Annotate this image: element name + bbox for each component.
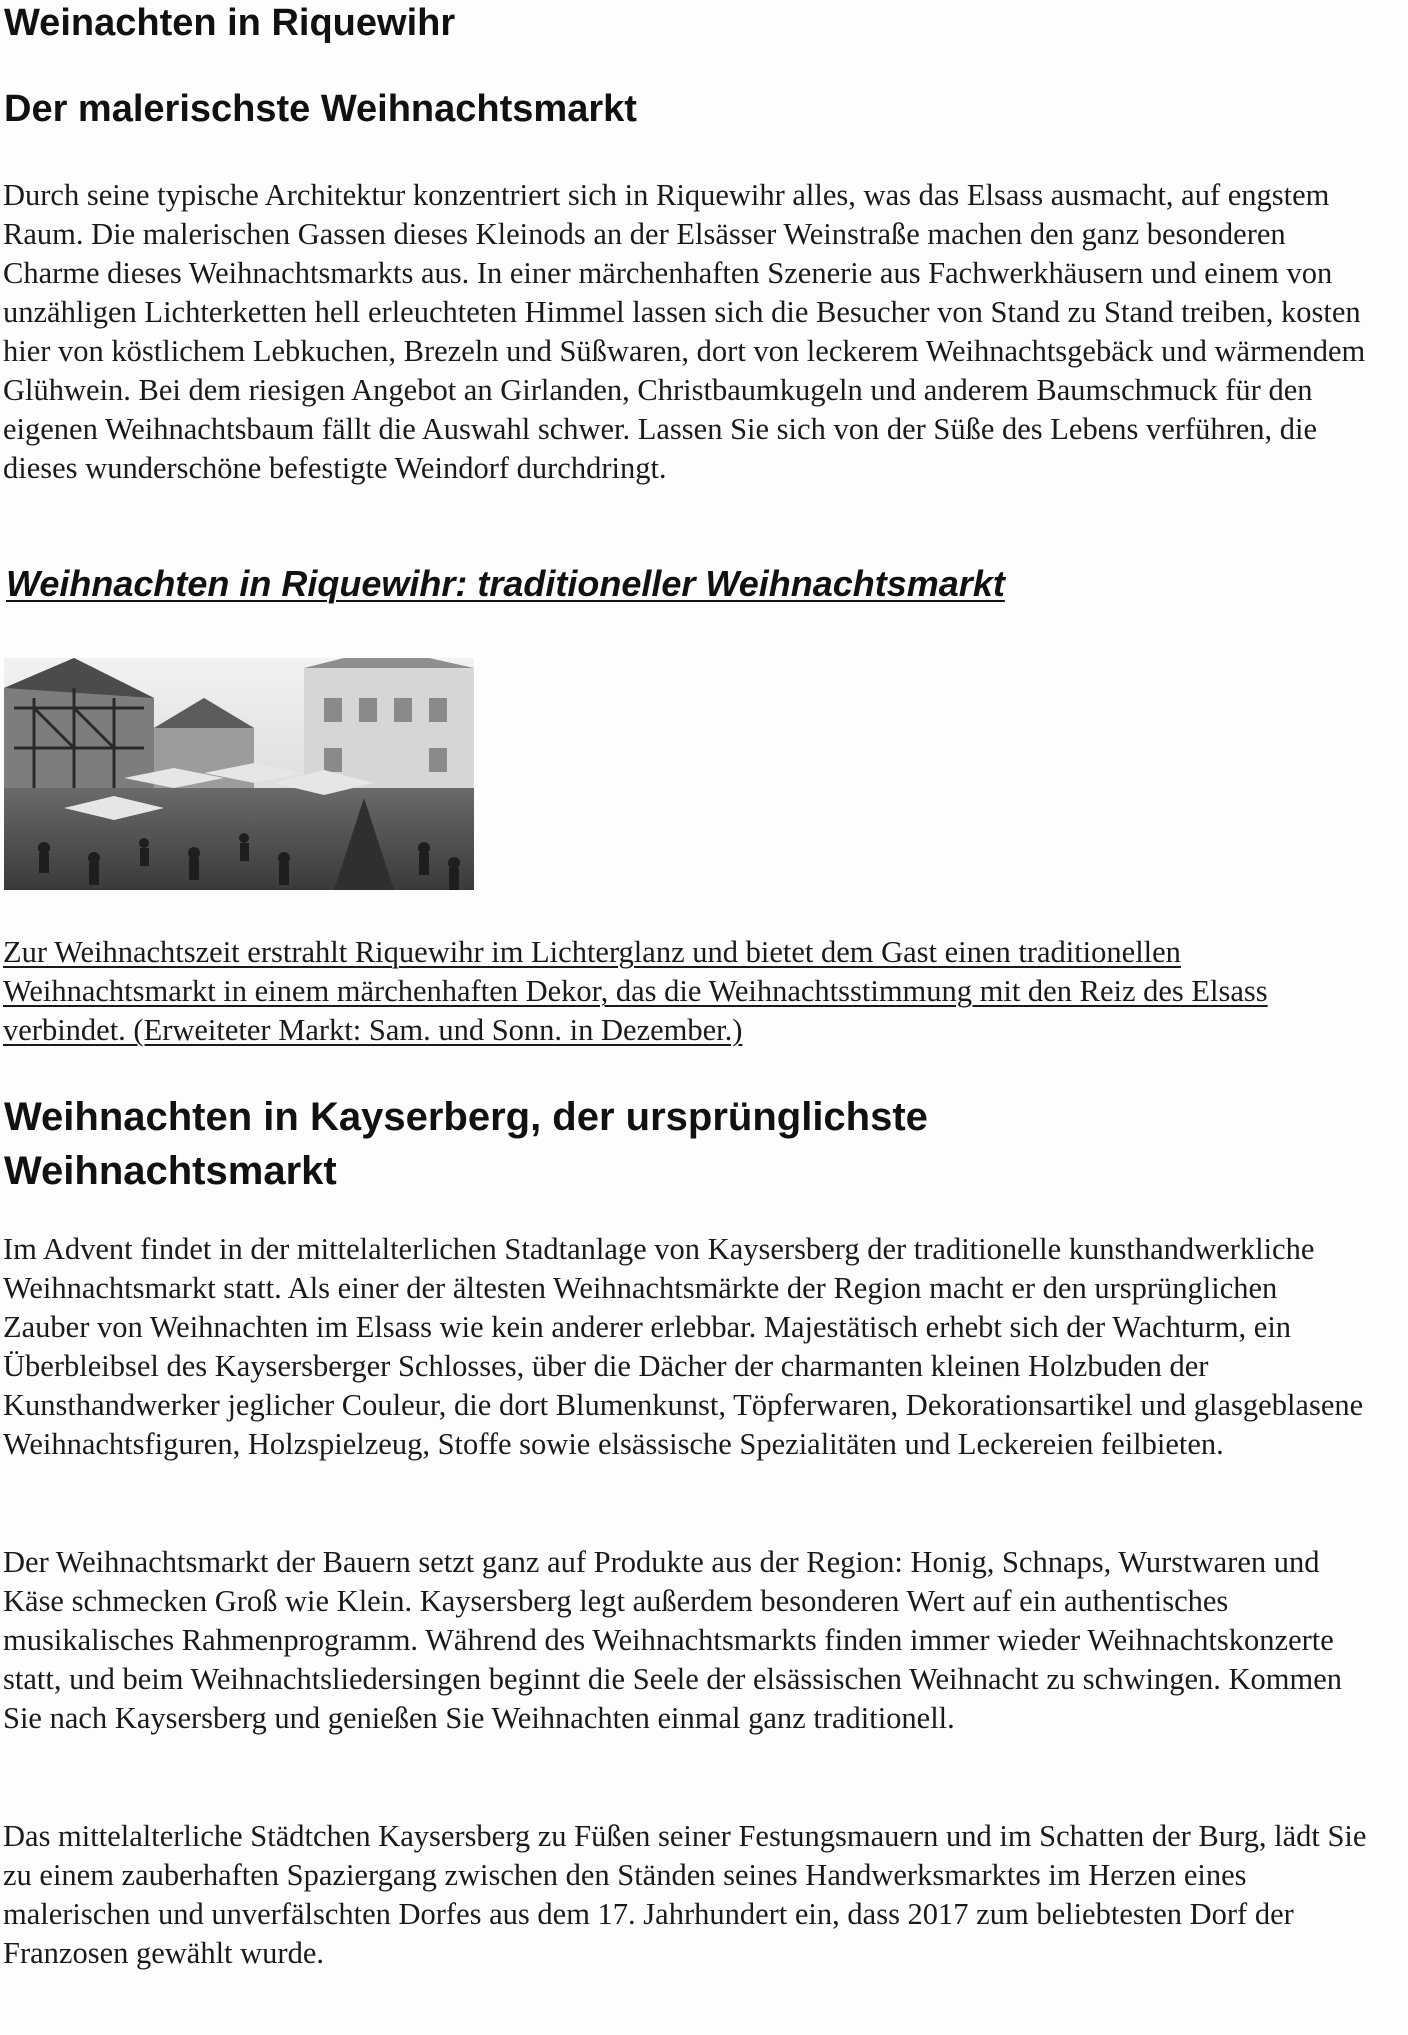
page-title: Weinachten in Riquewihr [4, 2, 456, 44]
section-title-kaysersberg: Weihnachten in Kayserberg, der ursprünglichste Weihnachtsmarkt [4, 1095, 928, 1193]
market-photo-image [4, 658, 474, 890]
paragraph-kaysersberg-1: Im Advent findet in der mittelalterlichen Stadtanlage von Kaysersberg der traditionelle kunsthandwerkliche Weihnachtsmarkt statt. Als einer der ältesten Weihnachtsmärkte der Region macht er den ursprünglichen Zauber von Weihnachten im Elsass wie kein anderer erlebbar. Majestätisch erhebt sich der Wachturm, ein Überbleibsel des Kaysersberger Schlosses, über die Dächer der charmanten kleinen Holzbuden der Kunsthandwerker jeglicher Couleur, die dort Blumenkunst, Töpferwaren, Dekorationsartikel und glasgeblasene Weihnachtsfiguren, Holzspielzeug, Stoffe sowie elsässische Spezialitäten und Leckereien feilbieten. [3, 1232, 1364, 1461]
paragraph-kaysersberg-3: Das mittelalterliche Städtchen Kaysersberg zu Füßen seiner Festungsmauern und im Schatten der Burg, lädt Sie zu einem zauberhaften Spaziergang zwischen den Ständen seines Handwerksmarktes im Herzen eines malerischen und unverfälschten Dorfes aus dem 17. Jahrhundert ein, dass 2017 zum beliebtesten Dorf der Franzosen gewählt wurde. [3, 1819, 1367, 1970]
photo-caption-link[interactable]: Zur Weihnachtszeit erstrahlt Riquewihr im Lichterglanz und bietet dem Gast einen traditionellen Weihnachtsmarkt in einem märchenhaften Dekor, das die Weihnachtsstimmung mit den Reiz des Elsass verbindet. (Erweiteter Markt: Sam. und Sonn. in Dezember.) [3, 935, 1268, 1047]
link-heading-riquewihr[interactable]: Weihnachten in Riquewihr: traditioneller Weihnachtsmarkt [6, 563, 1005, 604]
section-title-riquewihr: Der malerischste Weihnachtsmarkt [4, 88, 637, 130]
paragraph-kaysersberg-2: Der Weihnachtsmarkt der Bauern setzt ganz auf Produkte aus der Region: Honig, Schnaps, Wurstwaren und Käse schmecken Groß wie Klein. Kaysersberg legt außerdem besonderen Wert auf ein authentisches musikalisches Rahmenprogramm. Während des Weihnachtsmarkts finden immer wieder Weihnachtskonzerte statt, und beim Weihnachtsliedersingen beginnt die Seele der elsässischen Weihnacht zu schwingen. Kommen Sie nach Kaysersberg und genießen Sie Weihnachten einmal ganz traditionell. [3, 1545, 1343, 1735]
christmas-market-photo[interactable] [4, 658, 474, 890]
paragraph-riquewihr: Durch seine typische Architektur konzentriert sich in Riquewihr alles, was das Elsass ausmacht, auf engstem Raum. Die malerischen Gassen dieses Kleinods an der Elsässer Weinstraße machen den ganz besonderen Charme dieses Weihnachtsmarkts aus. In einer märchenhaften Szenerie aus Fachwerkhäusern und einem von unzähligen Lichterketten hell erleuchteten Himmel lassen sich die Besucher von Stand zu Stand treiben, kosten hier von köstlichem Lebkuchen, Brezeln und Süßwaren, dort von leckerem Weihnachtsgebäck und wärmendem Glühwein. Bei dem riesigen Angebot an Girlanden, Christbaumkugeln und anderem Baumschmuck für den eigenen Weihnachtsbaum fällt die Auswahl schwer. Lassen Sie sich von der Süße des Lebens verführen, die dieses wunderschöne befestigte Weindorf durchdringt. [3, 178, 1366, 485]
